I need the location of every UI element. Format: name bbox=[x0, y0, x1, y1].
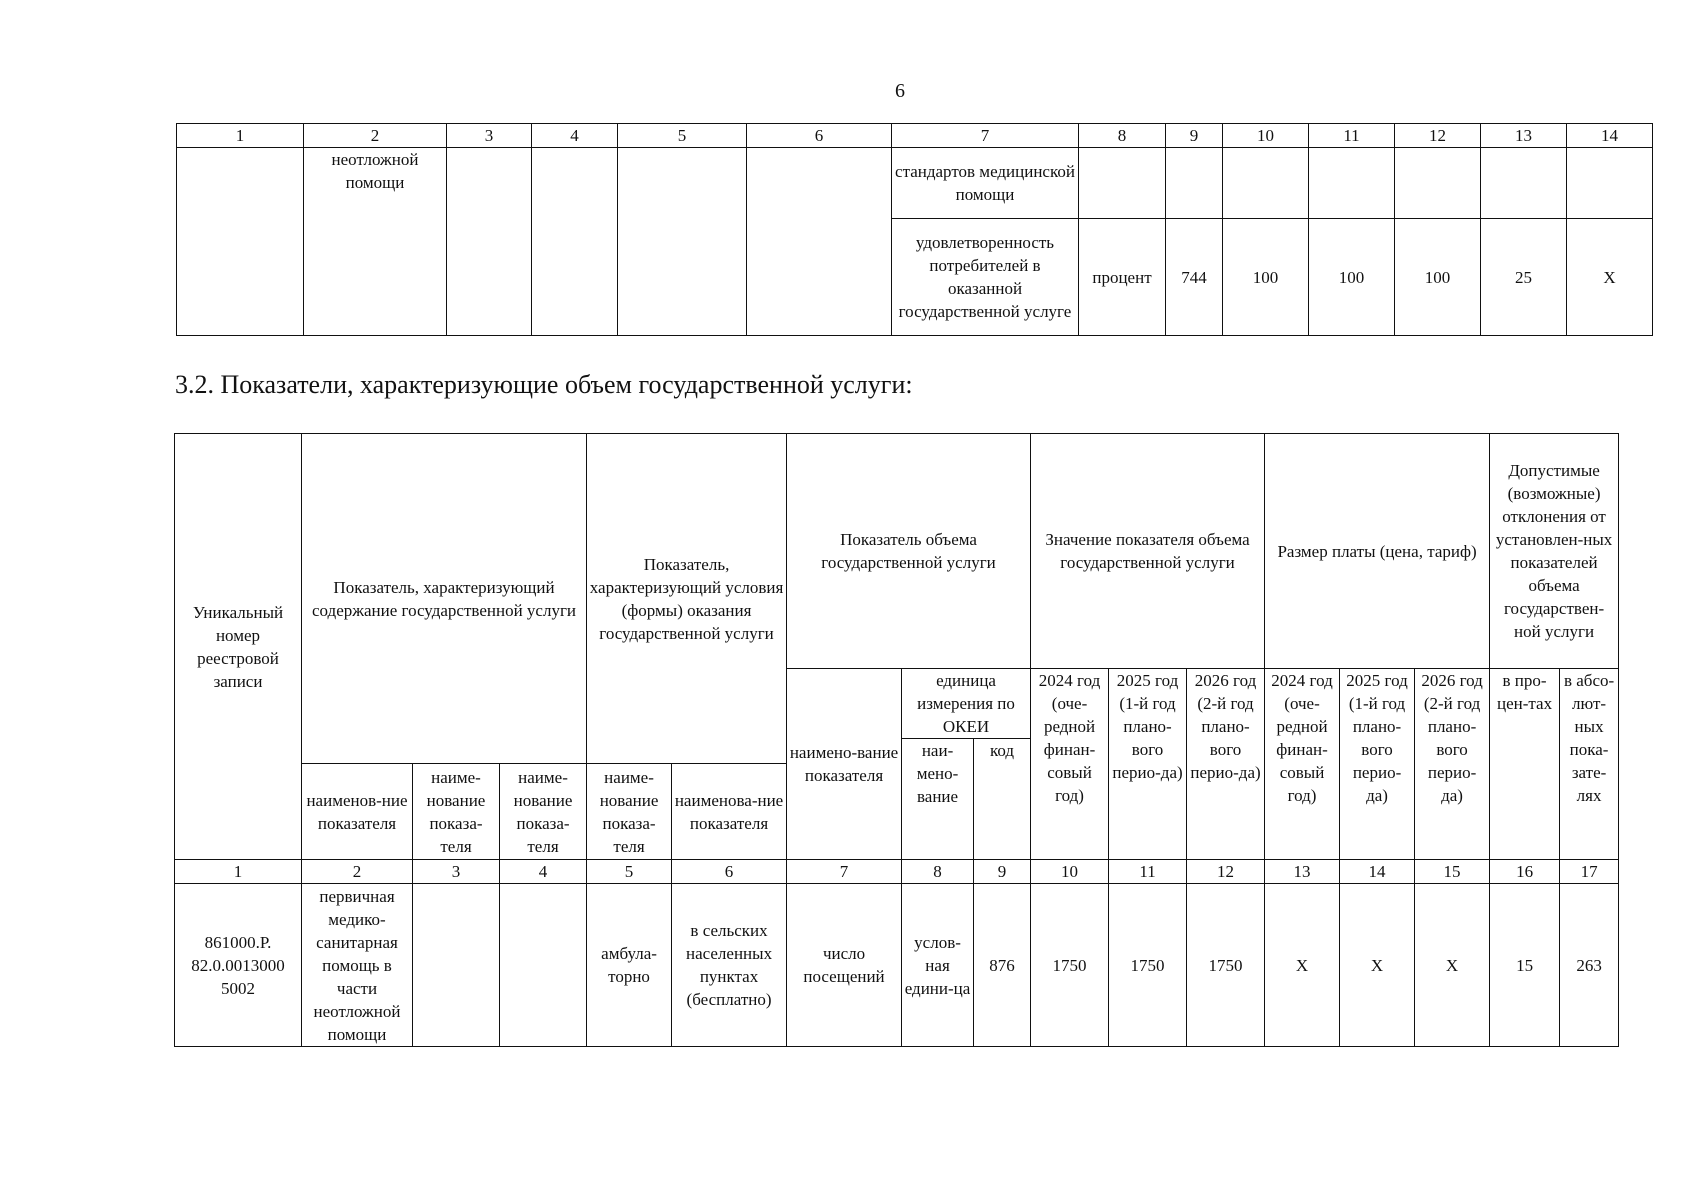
page-number: 6 bbox=[895, 80, 905, 102]
col-number: 16 bbox=[1490, 860, 1560, 884]
header-indicator-name: наименова-ние показателя bbox=[672, 764, 787, 860]
col-number: 5 bbox=[587, 860, 672, 884]
col-number: 3 bbox=[447, 124, 532, 148]
col-number: 1 bbox=[177, 124, 304, 148]
header-deviation-abs: в абсо-лют-ных пока-зате-лях bbox=[1560, 669, 1619, 860]
col-number: 4 bbox=[532, 124, 618, 148]
fee-2024-cell: X bbox=[1265, 884, 1340, 1047]
unit-name-cell: услов-ная едини-ца bbox=[902, 884, 974, 1047]
value-2026-cell: 100 bbox=[1395, 219, 1481, 336]
empty-cell bbox=[1481, 148, 1567, 219]
empty-cell bbox=[1309, 148, 1395, 219]
header-fee-group: Размер платы (цена, тариф) bbox=[1265, 434, 1490, 669]
value-2024-cell: 1750 bbox=[1031, 884, 1109, 1047]
value-2026-cell: 1750 bbox=[1187, 884, 1265, 1047]
empty-cell bbox=[1223, 148, 1309, 219]
header-value-2025: 2025 год (1-й год плано-вого перио-да) bbox=[1109, 669, 1187, 860]
header-deviation-group: Допустимые (возможные) отклонения от установлен-ных показателей объема государствен-ной услуги bbox=[1490, 434, 1619, 669]
volume-table bbox=[174, 433, 1619, 1047]
col-number: 17 bbox=[1560, 860, 1619, 884]
empty-cell bbox=[447, 148, 532, 336]
place-cell: в сельских населенных пунктах (бесплатно) bbox=[672, 884, 787, 1047]
volume-name-cell: число посещений bbox=[787, 884, 902, 1047]
col-number: 5 bbox=[618, 124, 747, 148]
col-number: 8 bbox=[902, 860, 974, 884]
unique-number-cell: 861000.Р. 82.0.0013000 5002 bbox=[175, 884, 302, 1047]
header-fee-2026: 2026 год (2-й год плано-вого перио-да) bbox=[1415, 669, 1490, 860]
unit-cell: процент bbox=[1079, 219, 1166, 336]
col-number: 7 bbox=[787, 860, 902, 884]
empty-cell bbox=[1395, 148, 1481, 219]
col-number: 11 bbox=[1309, 124, 1395, 148]
header-value-group: Значение показателя объема государственной услуги bbox=[1031, 434, 1265, 669]
value-2024-cell: 100 bbox=[1223, 219, 1309, 336]
col-number: 15 bbox=[1415, 860, 1490, 884]
col-number: 14 bbox=[1340, 860, 1415, 884]
col-number: 2 bbox=[302, 860, 413, 884]
code-cell: 744 bbox=[1166, 219, 1223, 336]
form-cell: амбула-торно bbox=[587, 884, 672, 1047]
col-number: 12 bbox=[1395, 124, 1481, 148]
header-conditions-group: Показатель, характеризующий условия (формы) оказания государственной услуги bbox=[587, 434, 787, 764]
section-title: 3.2. Показатели, характеризующие объем государственной услуги: bbox=[175, 370, 913, 399]
empty-cell bbox=[1166, 148, 1223, 219]
header-volume-name: наимено-вание показателя bbox=[787, 669, 902, 860]
col-number: 4 bbox=[500, 860, 587, 884]
col-number: 13 bbox=[1265, 860, 1340, 884]
col-number: 6 bbox=[672, 860, 787, 884]
col-number: 9 bbox=[1166, 124, 1223, 148]
header-row bbox=[175, 434, 1619, 669]
deviation-percent-cell: 25 bbox=[1481, 219, 1567, 336]
col-number: 6 bbox=[747, 124, 892, 148]
table-row bbox=[175, 884, 1619, 1047]
header-indicator-name: наиме-нование показа-теля bbox=[500, 764, 587, 860]
indicator-cell: стандартов медицинской помощи bbox=[892, 148, 1079, 219]
header-indicator-name: наиме-нование показа-теля bbox=[587, 764, 672, 860]
col-number: 10 bbox=[1223, 124, 1309, 148]
empty-cell bbox=[747, 148, 892, 336]
empty-cell bbox=[1079, 148, 1166, 219]
header-indicator-name: наиме-нование показа-теля bbox=[413, 764, 500, 860]
header-deviation-percent: в про-цен-тах bbox=[1490, 669, 1560, 860]
empty-cell bbox=[1567, 148, 1653, 219]
col-number: 3 bbox=[413, 860, 500, 884]
empty-cell bbox=[500, 884, 587, 1047]
indicator-cell: удовлетворенность потребителей в оказанной государственной услуге bbox=[892, 219, 1079, 336]
deviation-percent-cell: 15 bbox=[1490, 884, 1560, 1047]
col-number: 1 bbox=[175, 860, 302, 884]
col-number: 14 bbox=[1567, 124, 1653, 148]
deviation-abs-cell: X bbox=[1567, 219, 1653, 336]
header-value-2026: 2026 год (2-й год плано-вого перио-да) bbox=[1187, 669, 1265, 860]
col-number: 2 bbox=[304, 124, 447, 148]
empty-cell bbox=[532, 148, 618, 336]
header-value-2024: 2024 год (оче-редной финан-совый год) bbox=[1031, 669, 1109, 860]
table-row bbox=[177, 148, 1653, 219]
col-number: 11 bbox=[1109, 860, 1187, 884]
quality-table-continuation bbox=[176, 123, 1653, 336]
col-number: 7 bbox=[892, 124, 1079, 148]
empty-cell bbox=[413, 884, 500, 1047]
col-number: 13 bbox=[1481, 124, 1567, 148]
header-unit-okei: единица измерения по ОКЕИ bbox=[902, 669, 1031, 739]
deviation-abs-cell: 263 bbox=[1560, 884, 1619, 1047]
col-number: 9 bbox=[974, 860, 1031, 884]
header-unit-name: наи-мено-вание bbox=[902, 739, 974, 860]
header-content-group: Показатель, характеризующий содержание государственной услуги bbox=[302, 434, 587, 764]
col-number: 8 bbox=[1079, 124, 1166, 148]
content-cell: неотложной помощи bbox=[304, 148, 447, 336]
header-indicator-name: наименов-ние показателя bbox=[302, 764, 413, 860]
column-number-row bbox=[177, 124, 1653, 148]
col-number: 10 bbox=[1031, 860, 1109, 884]
col-number: 12 bbox=[1187, 860, 1265, 884]
content-cell: первичная медико-санитарная помощь в части неотложной помощи bbox=[302, 884, 413, 1047]
value-2025-cell: 100 bbox=[1309, 219, 1395, 336]
header-fee-2024: 2024 год (оче-редной финан-совый год) bbox=[1265, 669, 1340, 860]
fee-2025-cell: X bbox=[1340, 884, 1415, 1047]
unit-code-cell: 876 bbox=[974, 884, 1031, 1047]
empty-cell bbox=[177, 148, 304, 336]
fee-2026-cell: X bbox=[1415, 884, 1490, 1047]
value-2025-cell: 1750 bbox=[1109, 884, 1187, 1047]
header-unit-code: код bbox=[974, 739, 1031, 860]
empty-cell bbox=[618, 148, 747, 336]
header-fee-2025: 2025 год (1-й год плано-вого перио-да) bbox=[1340, 669, 1415, 860]
header-unique-number: Уникальный номер реестровой записи bbox=[175, 434, 302, 860]
header-volume-group: Показатель объема государственной услуги bbox=[787, 434, 1031, 669]
column-number-row bbox=[175, 860, 1619, 884]
